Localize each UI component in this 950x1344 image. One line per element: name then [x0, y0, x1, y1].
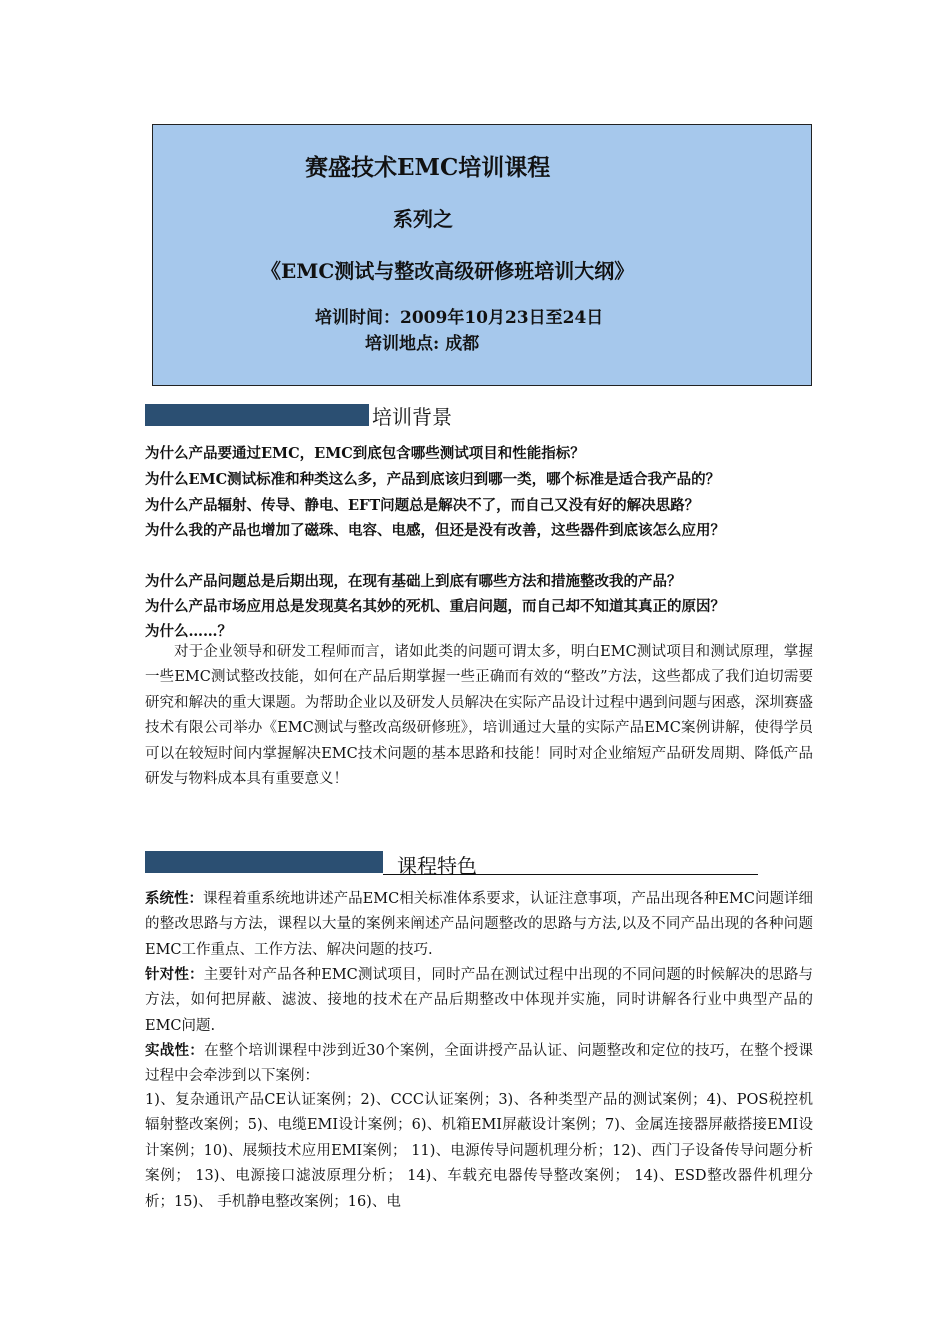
question-item: 为什么产品问题总是后期出现，在现有基础上到底有哪些方法和措施整改我的产品？ — [145, 573, 682, 590]
case-list: 1)、复杂通讯产品CE认证案例；2)、CCC认证案例；3)、各种类型产品的测试案例；4)、POS税控机辐射整改案例；5)、电缆EMI设计案例；6)、机箱EMI屏蔽设计案例；7)、金属连接器屏蔽搭接EMI设计案例；10)、展频技术应用EMI案例； 11)、电源传导问题机理分析；12)、西门子设备传导问题分析案例； 13)、电源接口滤波原理分析； 14)、车载充电器传导整改案例； 14)、ESD整改器件机理分析；15)、 手机静电整改案例；16)、电 — [145, 1092, 813, 1210]
section-bar-features — [145, 851, 383, 873]
feature-item-targeted — [145, 962, 813, 1039]
course-title: 赛盛技术EMC培训课程 — [305, 154, 551, 181]
question-item: 为什么产品辐射、传导、静电、EFT问题总是解决不了，而自己又没有好的解决思路？ — [145, 497, 700, 514]
feature-label: 实战性： — [145, 1042, 205, 1059]
feature-label: 系统性： — [145, 890, 204, 907]
feature-text: 在整个培训课程中涉到近30个案例，全面讲授产品认证、问题整改和定位的技巧，在整个授课过程中会牵涉到以下案例： — [145, 1043, 814, 1085]
question-item: 为什么产品市场应用总是发现莫名其妙的死机、重启问题，而自己却不知道其真正的原因？ — [145, 598, 725, 615]
question-item: 为什么EMC测试标准和种类这么多，产品到底该归到哪一类，哪个标准是适合我产品的？ — [145, 471, 721, 488]
feature-item-systematic — [145, 886, 813, 963]
question-item: 为什么产品要通过EMC，EMC到底包含哪些测试项目和性能指标？ — [145, 445, 585, 462]
section-heading-features: 课程特色 — [397, 854, 477, 878]
feature-label: 针对性： — [145, 966, 204, 983]
section-heading-background: 培训背景 — [372, 405, 452, 429]
training-time: 培训时间：2009年10月23日至24日 — [315, 308, 604, 328]
feature-text: 主要针对产品各种EMC测试项目，同时产品在测试过程中出现的不同问题的时候解决的思路与方法，如何把屏蔽、滤波、接地的技术在产品后期整改中体现并实施，同时讲解各行业中典型产品的EMC问题. — [145, 967, 813, 1034]
course-name: 《EMC测试与整改高级研修班培训大纲》 — [261, 259, 635, 283]
question-item: 为什么我的产品也增加了磁珠、电容、电感，但还是没有改善，这些器件到底该怎么应用？ — [145, 522, 725, 539]
feature-item-practical — [145, 1038, 813, 1090]
section-bar-background — [145, 404, 369, 426]
series-label: 系列之 — [393, 207, 453, 231]
question-item: 为什么……？ — [145, 623, 232, 640]
feature-text: 课程着重系统地讲述产品EMC相关标准体系要求，认证注意事项，产品出现各种EMC问题详细的整改思路与方法，课程以大量的案例来阐述产品问题整改的思路与方法,以及不同产品出现的各种问题EMC工作重点、工作方法、解决问题的技巧. — [145, 891, 813, 958]
course-title-box — [152, 124, 812, 386]
background-paragraph: 对于企业领导和研发工程师而言，诸如此类的问题可谓太多，明白EMC测试项目和测试原理，掌握一些EMC测试整改技能，如何在产品后期掌握一些正确而有效的“整改”方法，这些都成了我们迫切需要研究和解决的重大课题。为帮助企业以及研发人员解决在实际产品设计过程中遇到问题与困惑，深圳赛盛技术有限公司举办《EMC测试与整改高级研修班》，培训通过大量的实际产品EMC案例讲解，使得学员可以在较短时间内掌握解决EMC技术问题的基本思路和技能！同时对企业缩短产品研发周期、降低产品研发与物料成本具有重要意义！ — [145, 644, 813, 788]
training-location: 培训地点: 成都 — [365, 334, 480, 354]
